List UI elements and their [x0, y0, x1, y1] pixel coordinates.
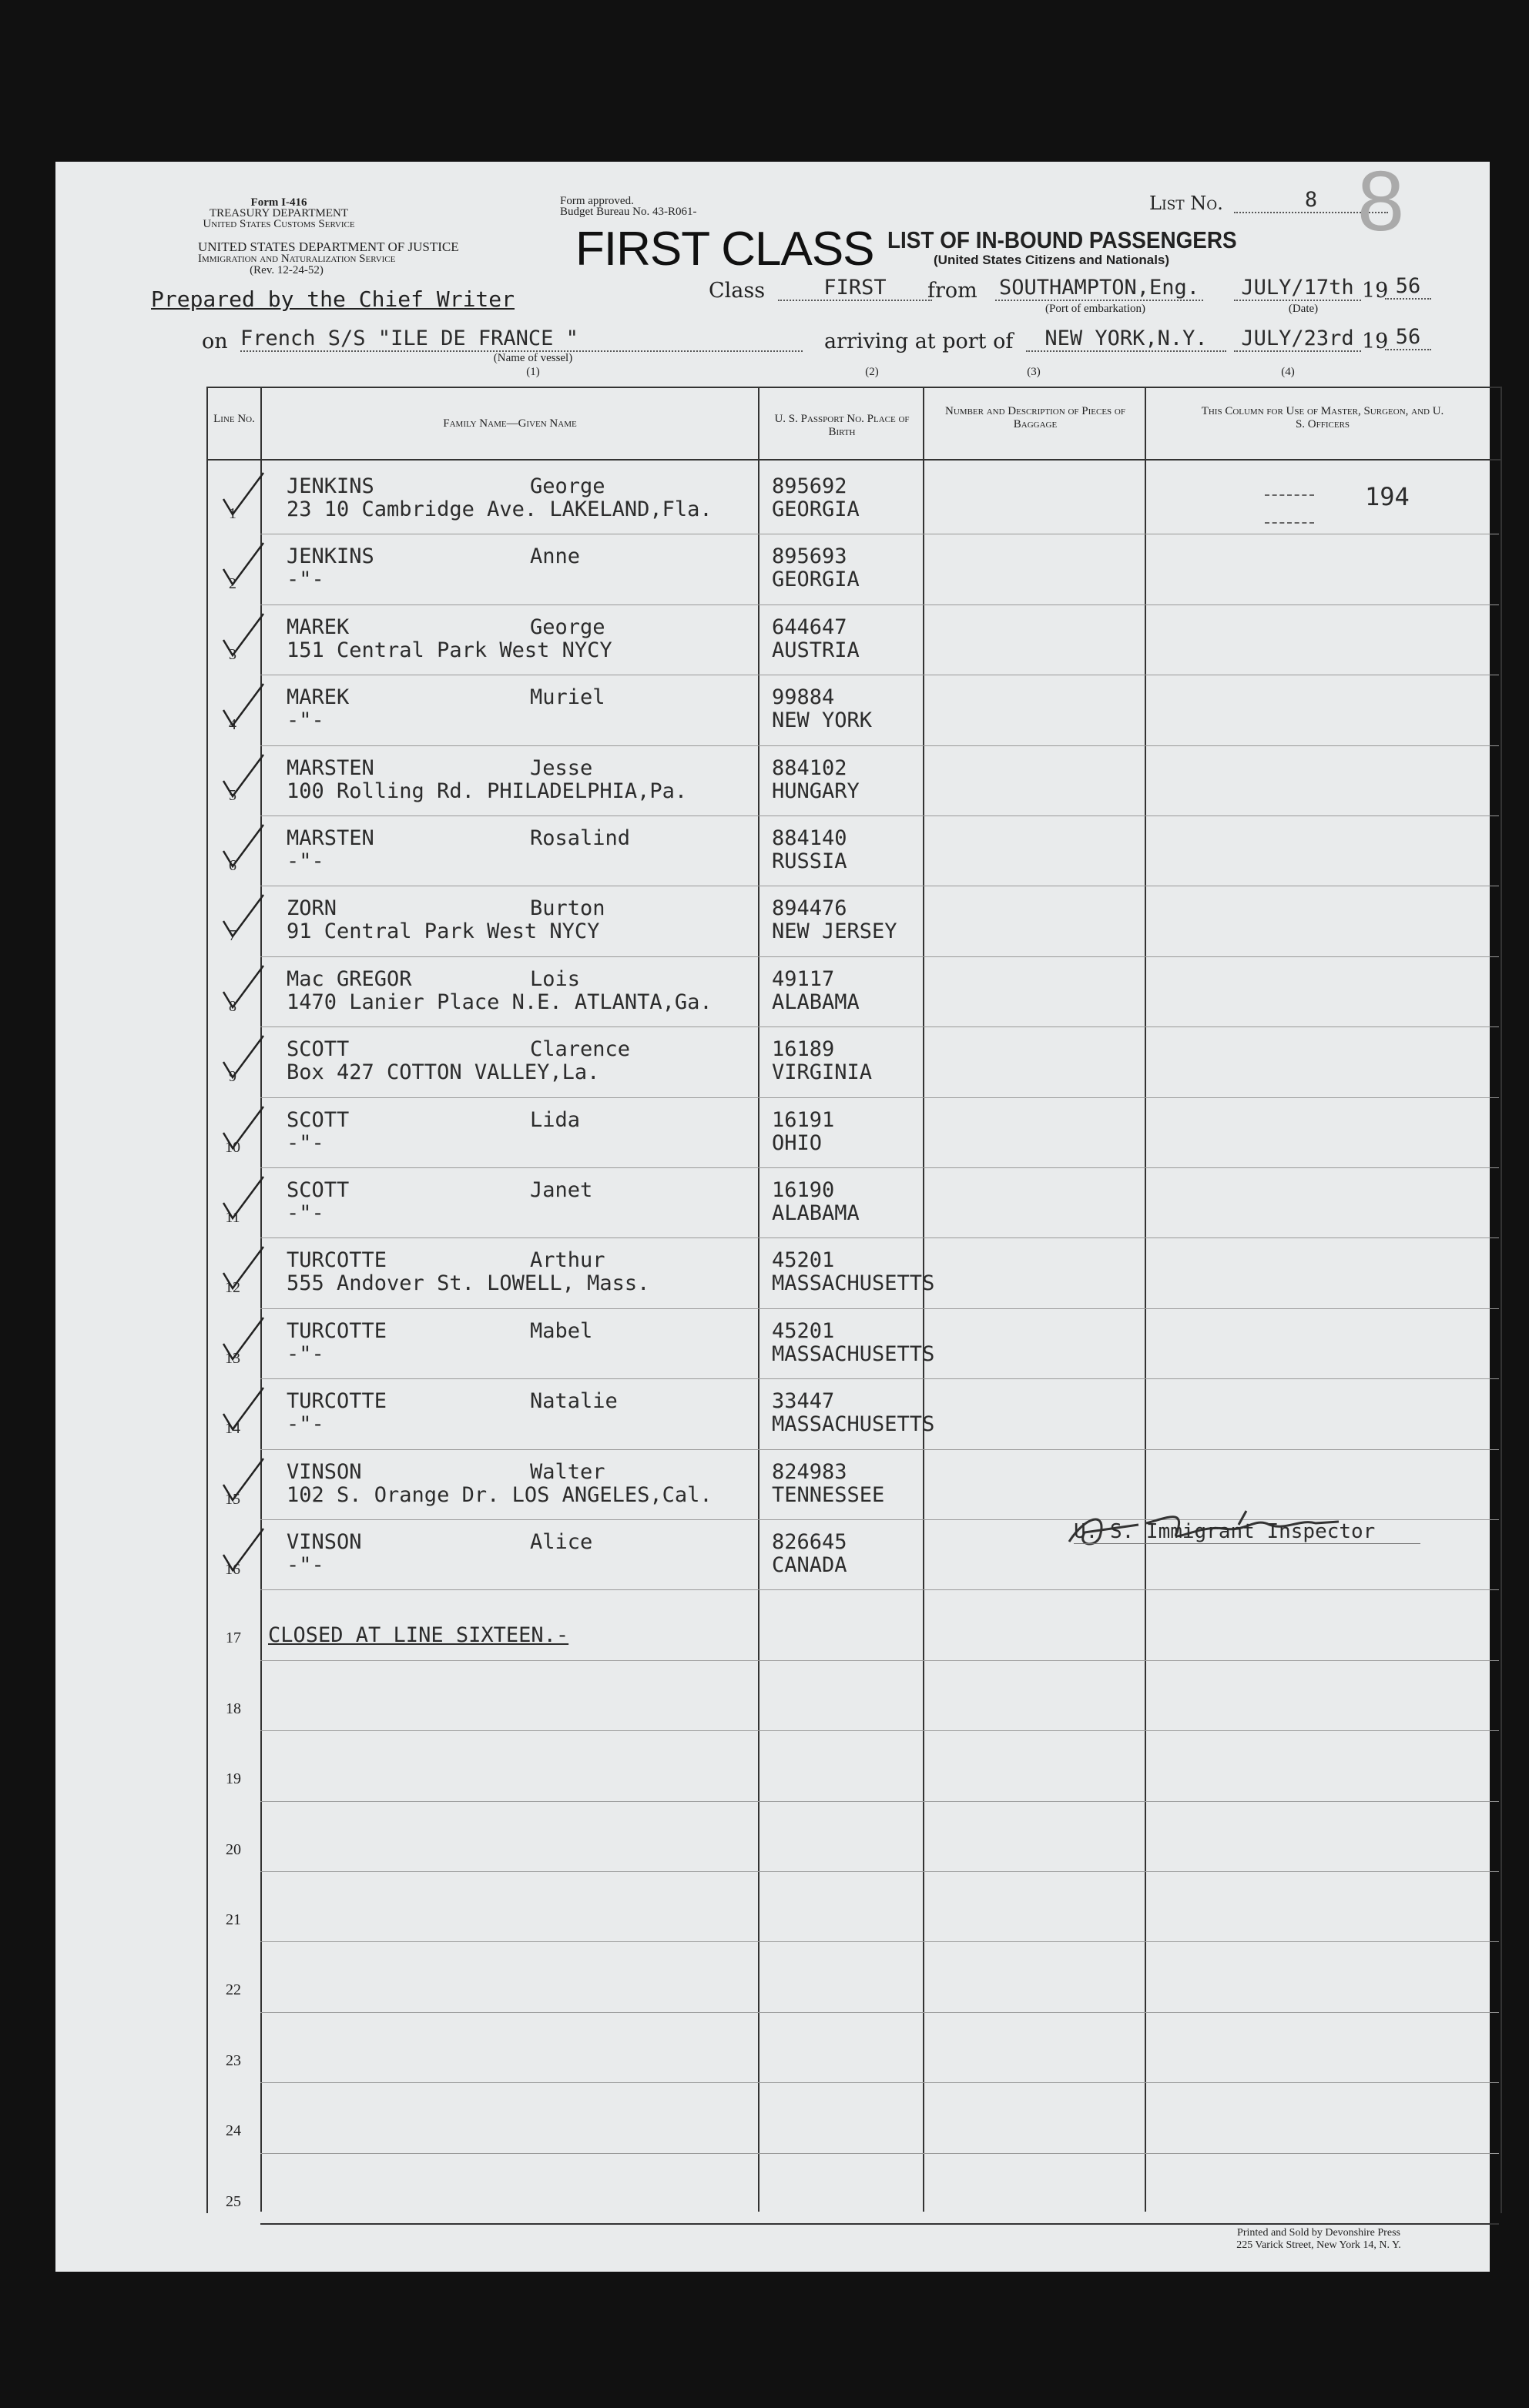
place-of-birth: CANADA	[772, 1553, 847, 1577]
table-header-bottom-rule	[208, 459, 1500, 461]
line-number: 17	[226, 1629, 241, 1647]
given-name: Burton	[530, 896, 605, 921]
inspector-underline	[1074, 1543, 1420, 1544]
passport-number: 894476	[772, 896, 847, 921]
line-number: 25	[226, 2192, 241, 2210]
embarkation-year: 56	[1385, 274, 1431, 300]
line-number: 13	[225, 1349, 240, 1367]
place-of-birth: ALABAMA	[772, 990, 860, 1014]
column-number-1: (1)	[526, 366, 540, 378]
form-approved: Form approved.	[560, 195, 634, 207]
header-line-no: Line No.	[213, 413, 255, 425]
row-rule	[260, 1730, 1499, 1731]
check-mark-icon	[220, 1383, 267, 1437]
family-name: TURCOTTE	[287, 1318, 387, 1343]
line-number: 6	[229, 857, 236, 874]
ins-service: Immigration and Naturalization Service	[198, 253, 396, 265]
officer-mark	[1265, 522, 1314, 524]
family-name: ZORN	[287, 896, 337, 921]
family-name: VINSON	[287, 1530, 362, 1554]
line-number: 18	[226, 1700, 241, 1717]
passport-number: 33447	[772, 1389, 835, 1414]
family-name: SCOTT	[287, 1178, 350, 1202]
line-number: 10	[225, 1138, 240, 1156]
family-name: MARSTEN	[287, 826, 374, 850]
manifest-subtitle: (United States Citizens and Nationals)	[934, 253, 1170, 267]
header-officers: This Column for Use of Master, Surgeon, and U. S. Officers	[1201, 405, 1444, 430]
treasury-dept: TREASURY DEPARTMENT	[209, 207, 349, 219]
row-rule	[260, 2153, 1499, 2154]
check-mark-icon	[220, 609, 267, 663]
row-rule	[260, 1941, 1499, 1942]
check-mark-icon	[220, 1313, 267, 1367]
list-no-value: 8	[1234, 188, 1388, 213]
place-of-birth: MASSACHUSETTS	[772, 1341, 935, 1366]
column-number-4: (4)	[1281, 366, 1295, 378]
given-name: Natalie	[530, 1389, 618, 1414]
row-rule	[260, 2082, 1499, 2083]
year-prefix: 19	[1362, 279, 1389, 303]
port-caption: (Port of embarkation)	[1045, 303, 1145, 315]
line-number: 15	[225, 1490, 240, 1508]
passport-number: 826645	[772, 1530, 847, 1554]
vessel-name: French S/S "ILE DE FRANCE "	[240, 327, 803, 352]
column-number-2: (2)	[865, 366, 879, 378]
revision-date: (Rev. 12-24-52)	[250, 264, 324, 276]
line-number: 11	[225, 1209, 240, 1226]
list-no-label: List No.	[1149, 193, 1223, 214]
address: -"-	[287, 1130, 324, 1155]
given-name: Jesse	[530, 755, 593, 780]
check-mark-icon	[220, 468, 267, 522]
row-rule	[260, 1097, 1499, 1098]
passport-number: 824983	[772, 1459, 847, 1484]
arriving-label: arriving at port of	[824, 330, 1014, 353]
given-name: Lida	[530, 1107, 581, 1132]
header-passport: U. S. Passport No. Place of Birth	[774, 413, 910, 438]
check-mark-icon	[220, 1102, 267, 1156]
check-mark-icon	[220, 820, 267, 874]
row-rule	[260, 1167, 1499, 1168]
given-name: Arthur	[530, 1248, 605, 1273]
date-caption: (Date)	[1288, 303, 1319, 315]
check-mark-icon	[220, 961, 267, 1015]
given-name: Rosalind	[530, 826, 631, 850]
row-rule	[260, 1378, 1499, 1379]
given-name: Anne	[530, 544, 581, 569]
address: -"-	[287, 1553, 324, 1577]
line-number: 19	[226, 1770, 241, 1788]
count-annotation: 194	[1365, 482, 1410, 511]
check-mark-icon	[220, 1454, 267, 1508]
place-of-birth: OHIO	[772, 1130, 823, 1155]
family-name: JENKINS	[287, 544, 374, 569]
row-rule	[260, 1660, 1499, 1661]
place-of-birth: TENNESSEE	[772, 1482, 885, 1507]
line-number: 3	[229, 645, 236, 663]
justice-dept: UNITED STATES DEPARTMENT OF JUSTICE	[198, 239, 459, 254]
header-name: Family Name—Given Name	[443, 417, 577, 430]
row-rule	[260, 1237, 1499, 1238]
place-of-birth: GEORGIA	[772, 568, 860, 592]
row-rule	[260, 1308, 1499, 1309]
row-rule	[260, 1026, 1499, 1027]
given-name: George	[530, 474, 605, 498]
given-name: Muriel	[530, 685, 605, 710]
row-rule	[260, 1589, 1499, 1590]
address: -"-	[287, 1201, 324, 1225]
passport-number: 16189	[772, 1037, 835, 1062]
family-name: Mac GREGOR	[287, 966, 412, 991]
place-of-birth: NEW JERSEY	[772, 919, 897, 944]
column-rule-officers	[1145, 388, 1146, 2212]
printer-line-1: Printed and Sold by Devonshire Press	[1237, 2227, 1400, 2239]
passenger-manifest-page	[55, 154, 1490, 2272]
family-name: VINSON	[287, 1459, 362, 1484]
place-of-birth: AUSTRIA	[772, 638, 860, 662]
passport-number: 16191	[772, 1107, 835, 1132]
address: -"-	[287, 849, 324, 873]
check-mark-icon	[220, 538, 267, 592]
family-name: MAREK	[287, 615, 350, 639]
printer-line-2: 225 Varick Street, New York 14, N. Y.	[1236, 2239, 1401, 2251]
address: -"-	[287, 1412, 324, 1437]
line-number: 23	[226, 2051, 241, 2069]
family-name: SCOTT	[287, 1037, 350, 1062]
passport-number: 644647	[772, 615, 847, 639]
place-of-birth: VIRGINIA	[772, 1060, 873, 1085]
passport-number: 884102	[772, 755, 847, 780]
line-number: 14	[225, 1420, 240, 1438]
first-class-stamp: FIRST CLASS	[575, 223, 874, 276]
place-of-birth: NEW YORK	[772, 708, 873, 733]
prepared-by: Prepared by the Chief Writer	[151, 286, 515, 312]
row-rule	[260, 2223, 1499, 2225]
row-rule	[260, 1449, 1499, 1450]
address: -"-	[287, 568, 324, 592]
passport-number: 45201	[772, 1248, 835, 1273]
line-number: 22	[226, 1981, 241, 1999]
line-number: 21	[226, 1911, 241, 1928]
check-mark-icon	[220, 1242, 267, 1296]
given-name: Mabel	[530, 1318, 593, 1343]
family-name: TURCOTTE	[287, 1248, 387, 1273]
row-rule	[260, 745, 1499, 746]
manifest-title: LIST OF IN-BOUND PASSENGERS	[887, 226, 1237, 253]
place-of-birth: MASSACHUSETTS	[772, 1412, 935, 1437]
place-of-birth: MASSACHUSETTS	[772, 1271, 935, 1296]
address: -"-	[287, 708, 324, 733]
line-number: 16	[225, 1561, 240, 1578]
line-number: 24	[226, 2122, 241, 2140]
given-name: Janet	[530, 1178, 593, 1202]
line-number: 7	[229, 927, 236, 945]
list-no-large-annotation: 8	[1357, 154, 1405, 249]
check-mark-icon	[220, 679, 267, 733]
family-name: MARSTEN	[287, 755, 374, 780]
line-number: 9	[229, 1068, 236, 1086]
address: 23 10 Cambridge Ave. LAKELAND,Fla.	[287, 497, 713, 521]
inspector-title: U. S. Immigrant Inspector	[1074, 1520, 1376, 1543]
embarkation-date: JULY/17th	[1234, 276, 1361, 301]
officer-mark	[1265, 494, 1314, 496]
line-number: 8	[229, 997, 236, 1015]
row-rule	[260, 2012, 1499, 2013]
closing-statement: CLOSED AT LINE SIXTEEN.-	[268, 1623, 569, 1647]
place-of-birth: ALABAMA	[772, 1201, 860, 1225]
budget-bureau: Budget Bureau No. 43-R061-	[560, 206, 697, 218]
family-name: SCOTT	[287, 1107, 350, 1132]
on-label: on	[202, 330, 228, 353]
given-name: Lois	[530, 966, 581, 991]
check-mark-icon	[220, 1031, 267, 1085]
row-rule	[260, 1801, 1499, 1802]
passport-number: 49117	[772, 966, 835, 991]
address: 102 S. Orange Dr. LOS ANGELES,Cal.	[287, 1482, 713, 1507]
passport-number: 16190	[772, 1178, 835, 1202]
given-name: Walter	[530, 1459, 605, 1484]
place-of-birth: HUNGARY	[772, 779, 860, 803]
column-rule-passport	[758, 388, 759, 2212]
row-rule	[260, 956, 1499, 957]
year-prefix-2: 19	[1362, 330, 1389, 353]
passport-number: 99884	[772, 685, 835, 710]
check-mark-icon	[220, 750, 267, 804]
passport-number: 884140	[772, 826, 847, 850]
from-label: from	[927, 279, 977, 303]
address: 100 Rolling Rd. PHILADELPHIA,Pa.	[287, 779, 688, 803]
address: 555 Andover St. LOWELL, Mass.	[287, 1271, 650, 1296]
column-number-3: (3)	[1027, 366, 1041, 378]
line-number: 4	[229, 716, 236, 734]
row-rule	[260, 1871, 1499, 1872]
family-name: TURCOTTE	[287, 1389, 387, 1414]
given-name: Clarence	[530, 1037, 631, 1062]
check-mark-icon	[220, 1172, 267, 1226]
column-rule-baggage	[923, 388, 924, 2212]
form-number: Form I-416	[250, 196, 307, 209]
line-number: 5	[229, 786, 236, 804]
address: -"-	[287, 1341, 324, 1366]
family-name: MAREK	[287, 685, 350, 710]
line-number: 12	[225, 1279, 240, 1297]
line-number: 2	[229, 575, 236, 593]
given-name: Alice	[530, 1530, 593, 1554]
place-of-birth: RUSSIA	[772, 849, 847, 873]
address: Box 427 COTTON VALLEY,La.	[287, 1060, 600, 1085]
passport-number: 45201	[772, 1318, 835, 1343]
address: 1470 Lanier Place N.E. ATLANTA,Ga.	[287, 990, 713, 1014]
address: 91 Central Park West NYCY	[287, 919, 600, 944]
header-baggage: Number and Description of Pieces of Baggage	[945, 405, 1125, 430]
customs-service: United States Customs Service	[203, 218, 355, 230]
arrival-port: NEW YORK,N.Y.	[1026, 327, 1226, 352]
class-label: Class	[709, 279, 766, 303]
arrival-date: JULY/23rd	[1234, 327, 1361, 352]
line-number: 1	[229, 505, 236, 522]
given-name: George	[530, 615, 605, 639]
check-mark-icon	[220, 1524, 267, 1578]
check-mark-icon	[220, 890, 267, 944]
address: 151 Central Park West NYCY	[287, 638, 612, 662]
vessel-caption: (Name of vessel)	[493, 352, 573, 364]
class-value: FIRST	[778, 276, 932, 301]
family-name: JENKINS	[287, 474, 374, 498]
arrival-year: 56	[1385, 325, 1431, 350]
place-of-birth: GEORGIA	[772, 497, 860, 521]
passport-number: 895693	[772, 544, 847, 569]
line-number: 20	[226, 1840, 241, 1858]
passport-number: 895692	[772, 474, 847, 498]
port-of-embarkation: SOUTHAMPTON,Eng.	[995, 276, 1203, 301]
